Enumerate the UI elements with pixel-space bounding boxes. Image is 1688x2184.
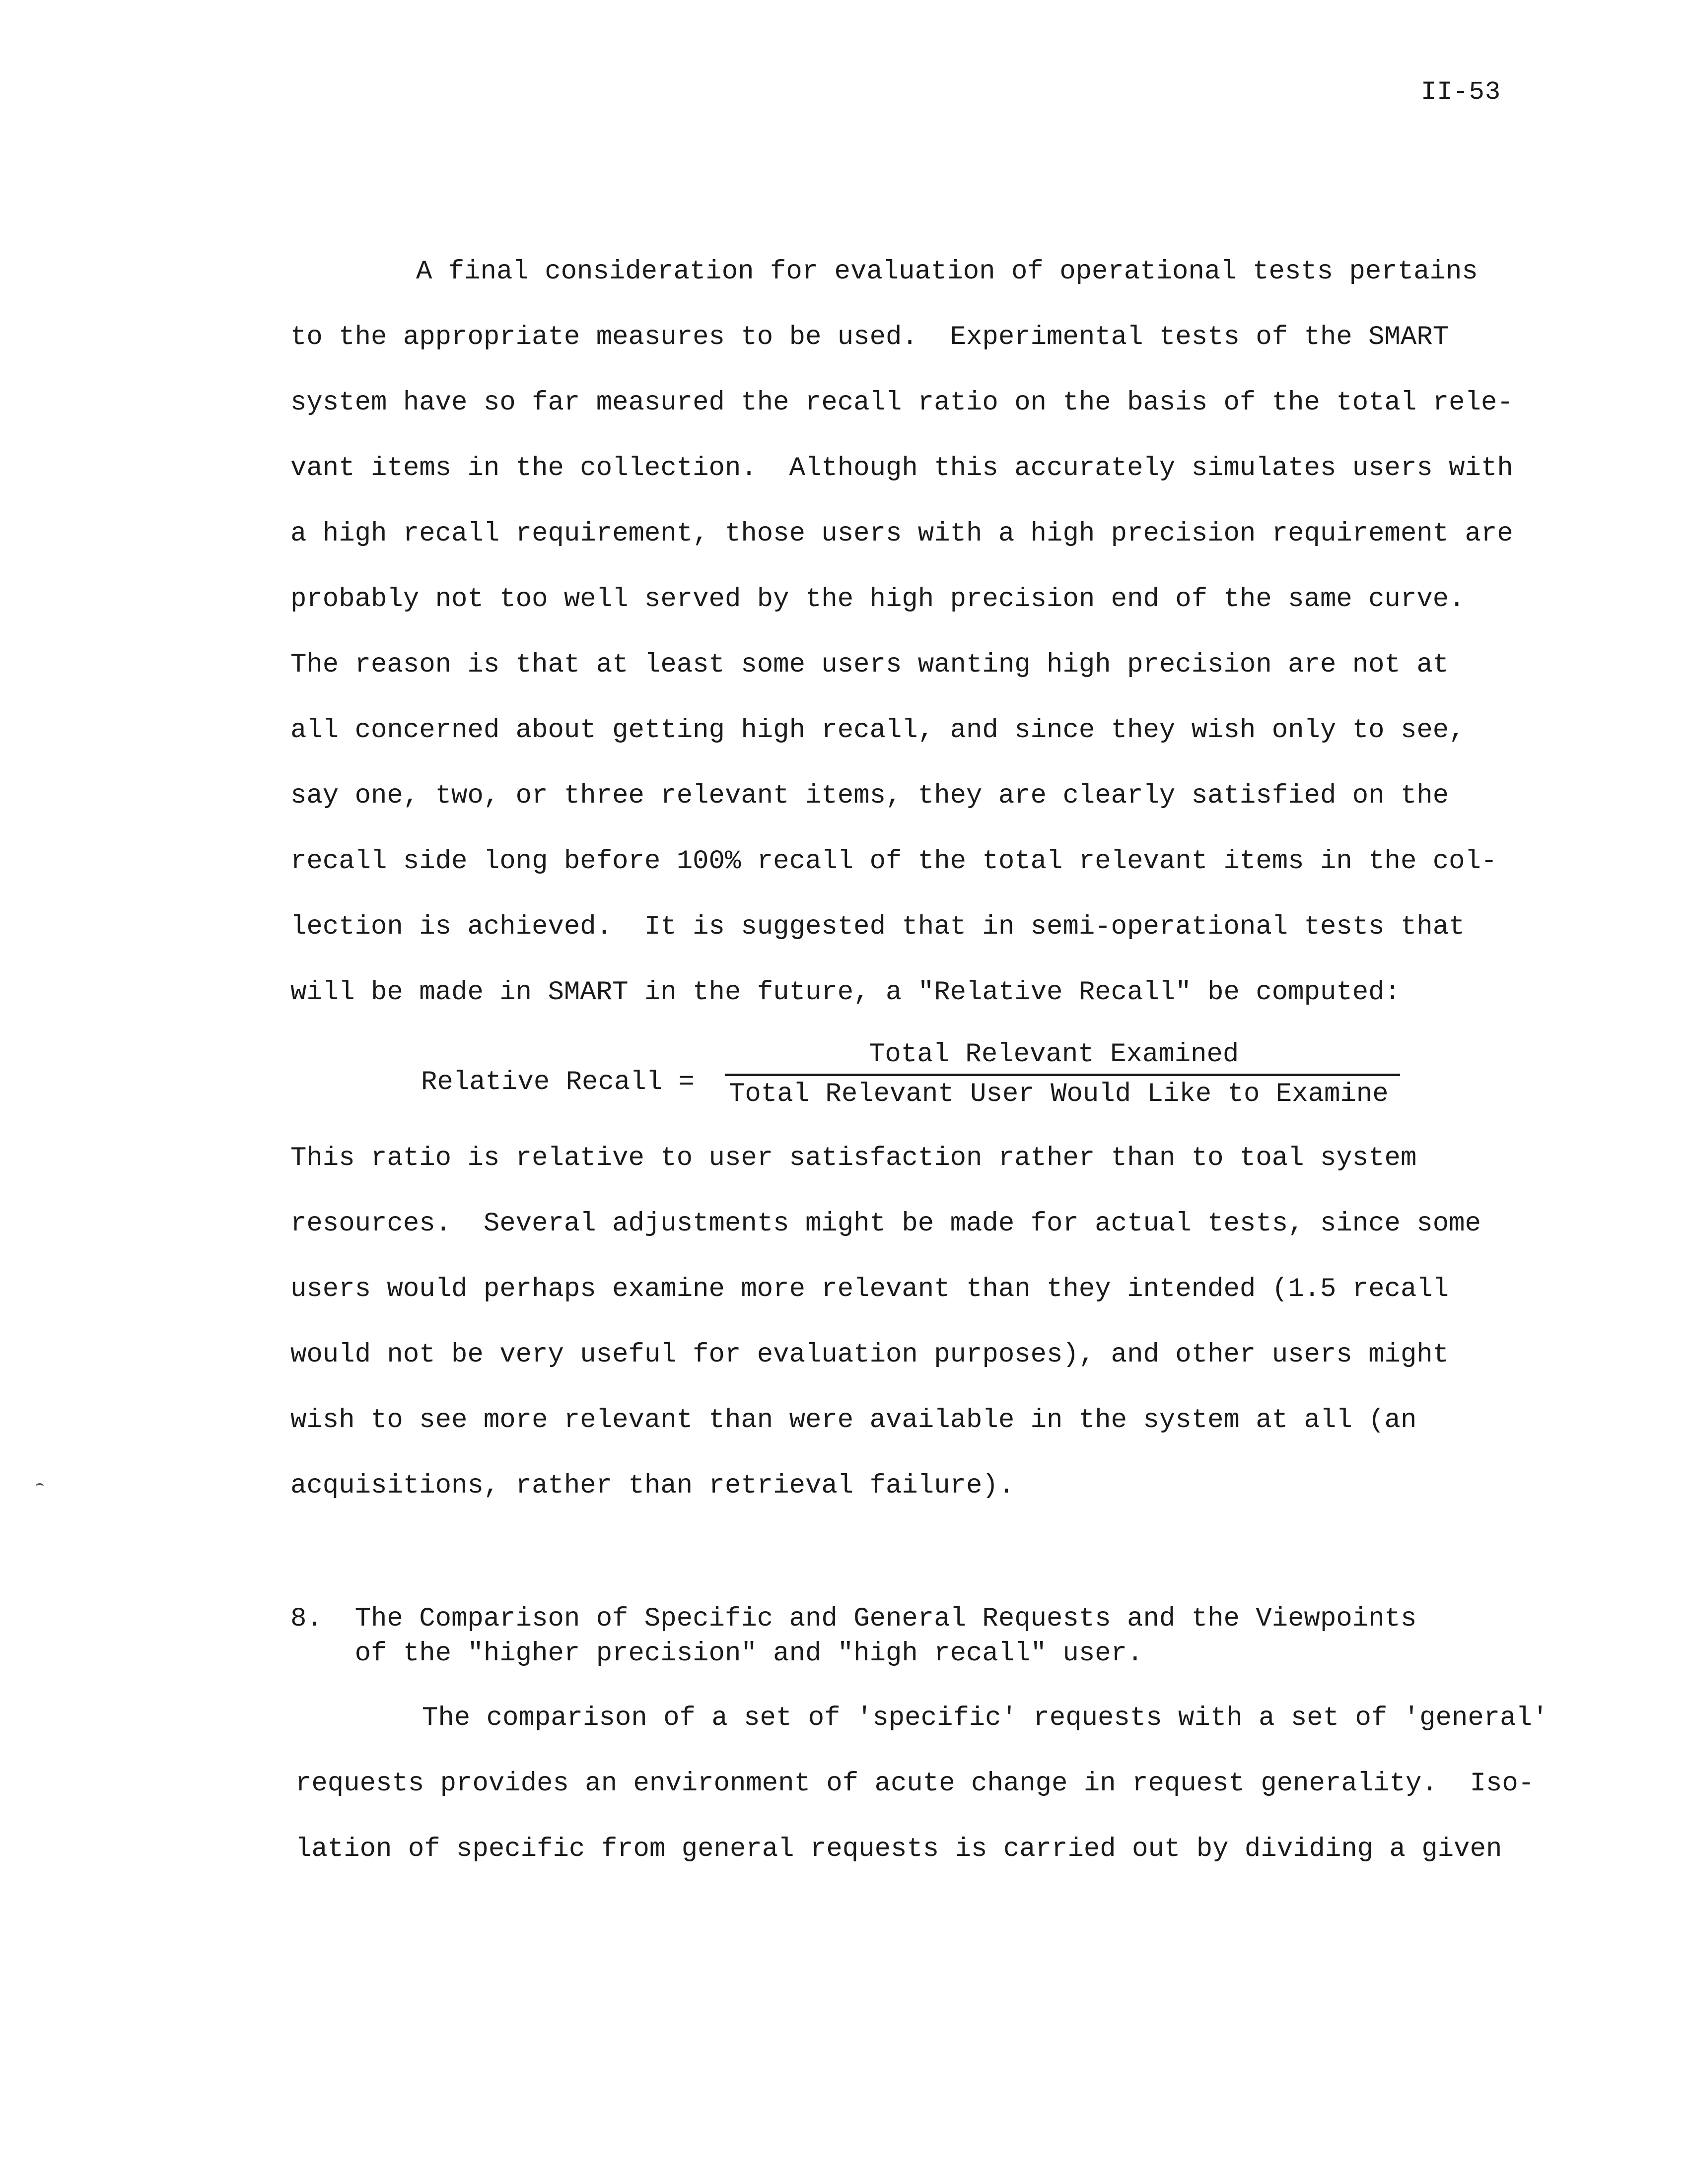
- formula-denominator: Total Relevant User Would Like to Examine: [729, 1079, 1389, 1109]
- fraction-bar: [725, 1074, 1400, 1076]
- margin-mark: [36, 1483, 44, 1489]
- text-line: users would perhaps examine more relevant than they intended (1.5 recall: [290, 1274, 1449, 1304]
- text-line: will be made in SMART in the future, a "Relative Recall" be computed:: [290, 977, 1401, 1008]
- text-line: probably not too well served by the high precision end of the same curve.: [290, 584, 1465, 614]
- section-heading-cont: of the "higher precision" and "high recall" user.: [290, 1638, 1143, 1669]
- text-line: all concerned about getting high recall, and since they wish only to see,: [290, 715, 1465, 746]
- text-line: lection is achieved. It is suggested that in semi-operational tests that: [290, 912, 1465, 942]
- text-line: requests provides an environment of acute change in request generality. Iso-: [295, 1769, 1535, 1799]
- text-line: A final consideration for evaluation of operational tests pertains: [416, 257, 1478, 287]
- text-line: acquisitions, rather than retrieval failure).: [290, 1471, 1015, 1501]
- text-line: wish to see more relevant than were available in the system at all (an: [290, 1405, 1417, 1435]
- text-line: resources. Several adjustments might be made for actual tests, since some: [290, 1209, 1481, 1239]
- text-line: to the appropriate measures to be used. Experimental tests of the SMART: [290, 322, 1449, 352]
- text-line: recall side long before 100% recall of the total relevant items in the col-: [290, 846, 1497, 877]
- text-line: lation of specific from general requests is carried out by dividing a given: [295, 1834, 1502, 1864]
- section-heading: 8. The Comparison of Specific and General Requests and the Viewpoints: [290, 1604, 1417, 1634]
- page-number: II-53: [1421, 77, 1501, 107]
- formula-numerator: Total Relevant Examined: [869, 1039, 1239, 1070]
- text-line: system have so far measured the recall ratio on the basis of the total rele-: [290, 388, 1513, 418]
- text-line: The reason is that at least some users wanting high precision are not at: [290, 650, 1449, 680]
- text-line: say one, two, or three relevant items, they are clearly satisfied on the: [290, 781, 1449, 811]
- text-line: would not be very useful for evaluation purposes), and other users might: [290, 1340, 1449, 1370]
- text-line: The comparison of a set of 'specific' requests with a set of 'general': [422, 1703, 1548, 1733]
- text-line: This ratio is relative to user satisfaction rather than to toal system: [290, 1143, 1417, 1173]
- text-line: vant items in the collection. Although this accurately simulates users with: [290, 453, 1513, 483]
- text-line: a high recall requirement, those users with a high precision requirement are: [290, 519, 1513, 549]
- formula-label: Relative Recall =: [421, 1067, 695, 1097]
